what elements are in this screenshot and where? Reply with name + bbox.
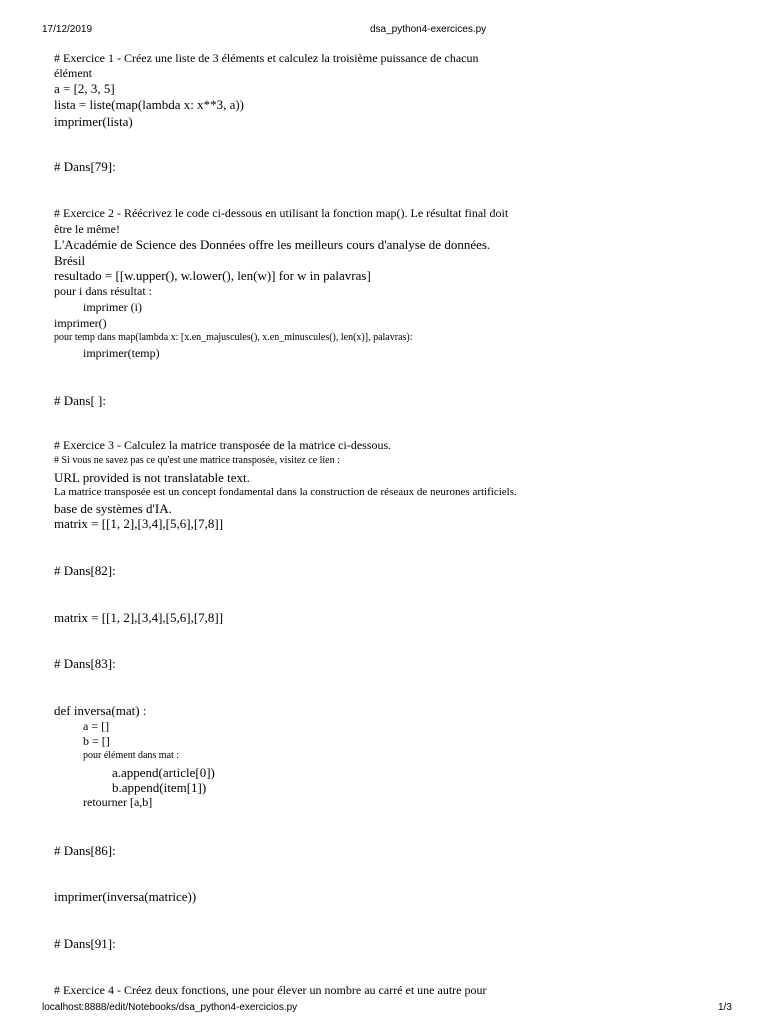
text-line: matrix = [[1, 2],[3,4],[5,6],[7,8]] xyxy=(54,516,224,531)
text-line: # Dans[82]: xyxy=(54,563,116,578)
text-line: imprimer(temp) xyxy=(83,346,160,360)
text-line: Brésil xyxy=(54,253,86,268)
text-line: pour i dans résultat : xyxy=(54,284,152,298)
text-line: # Exercice 2 - Réécrivez le code ci-dessous en utilisant la fonction map(). Le résultat final doit xyxy=(54,206,509,220)
text-line: # Exercice 1 - Créez une liste de 3 éléments et calculez la troisième puissance de chacun xyxy=(54,51,479,65)
text-line: pour temp dans map(lambda x: [x.en_majuscules(), x.en_minuscules(), len(x)], palavras): xyxy=(54,332,413,343)
text-line: base de systèmes d'IA. xyxy=(54,501,172,516)
text-line: resultado = [[w.upper(), w.lower(), len(w)] for w in palavras] xyxy=(54,268,371,283)
text-line: # Dans[83]: xyxy=(54,656,116,671)
text-line: imprimer() xyxy=(54,316,107,330)
text-line: b.append(item[1]) xyxy=(112,780,207,795)
text-line: # Exercice 4 - Créez deux fonctions, une pour élever un nombre au carré et une autre pour xyxy=(54,983,487,997)
text-line: a = [] xyxy=(83,719,110,733)
text-line: # Si vous ne savez pas ce qu'est une matrice transposée, visitez ce lien : xyxy=(54,455,340,466)
text-line: imprimer(lista) xyxy=(54,114,133,129)
print-title: dsa_python4-exercices.py xyxy=(370,24,487,35)
text-line: être le même! xyxy=(54,222,120,236)
text-line: b = [] xyxy=(83,734,110,748)
text-line: a.append(article[0]) xyxy=(112,765,215,780)
text-line: # Dans[91]: xyxy=(54,936,116,951)
text-line: pour élément dans mat : xyxy=(83,750,180,761)
text-line: retourner [a,b] xyxy=(83,795,153,809)
text-line: # Exercice 3 - Calculez la matrice transposée de la matrice ci-dessous. xyxy=(54,438,392,452)
text-line: L'Académie de Science des Données offre les meilleurs cours d'analyse de données. xyxy=(54,237,491,252)
text-line: def inversa(mat) : xyxy=(54,703,147,718)
text-line: imprimer (i) xyxy=(83,300,142,314)
text-line: a = [2, 3, 5] xyxy=(54,81,115,96)
text-line: La matrice transposée est un concept fondamental dans la construction de réseaux de neurones artificiels. xyxy=(54,486,517,498)
text-line: URL provided is not translatable text. xyxy=(54,470,250,485)
print-footer-url: localhost:8888/edit/Notebooks/dsa_python4-exercicios.py xyxy=(42,1002,298,1013)
text-line: lista = liste(map(lambda x: x**3, a)) xyxy=(54,97,245,112)
text-line: # Dans[ ]: xyxy=(54,393,106,408)
text-line: imprimer(inversa(matrice)) xyxy=(54,889,197,904)
text-line: # Dans[79]: xyxy=(54,159,116,174)
print-date: 17/12/2019 xyxy=(42,24,93,35)
text-line: # Dans[86]: xyxy=(54,843,116,858)
text-line: élément xyxy=(54,66,92,80)
page-number: 1/3 xyxy=(718,1002,732,1013)
text-line: matrix = [[1, 2],[3,4],[5,6],[7,8]] xyxy=(54,610,224,625)
